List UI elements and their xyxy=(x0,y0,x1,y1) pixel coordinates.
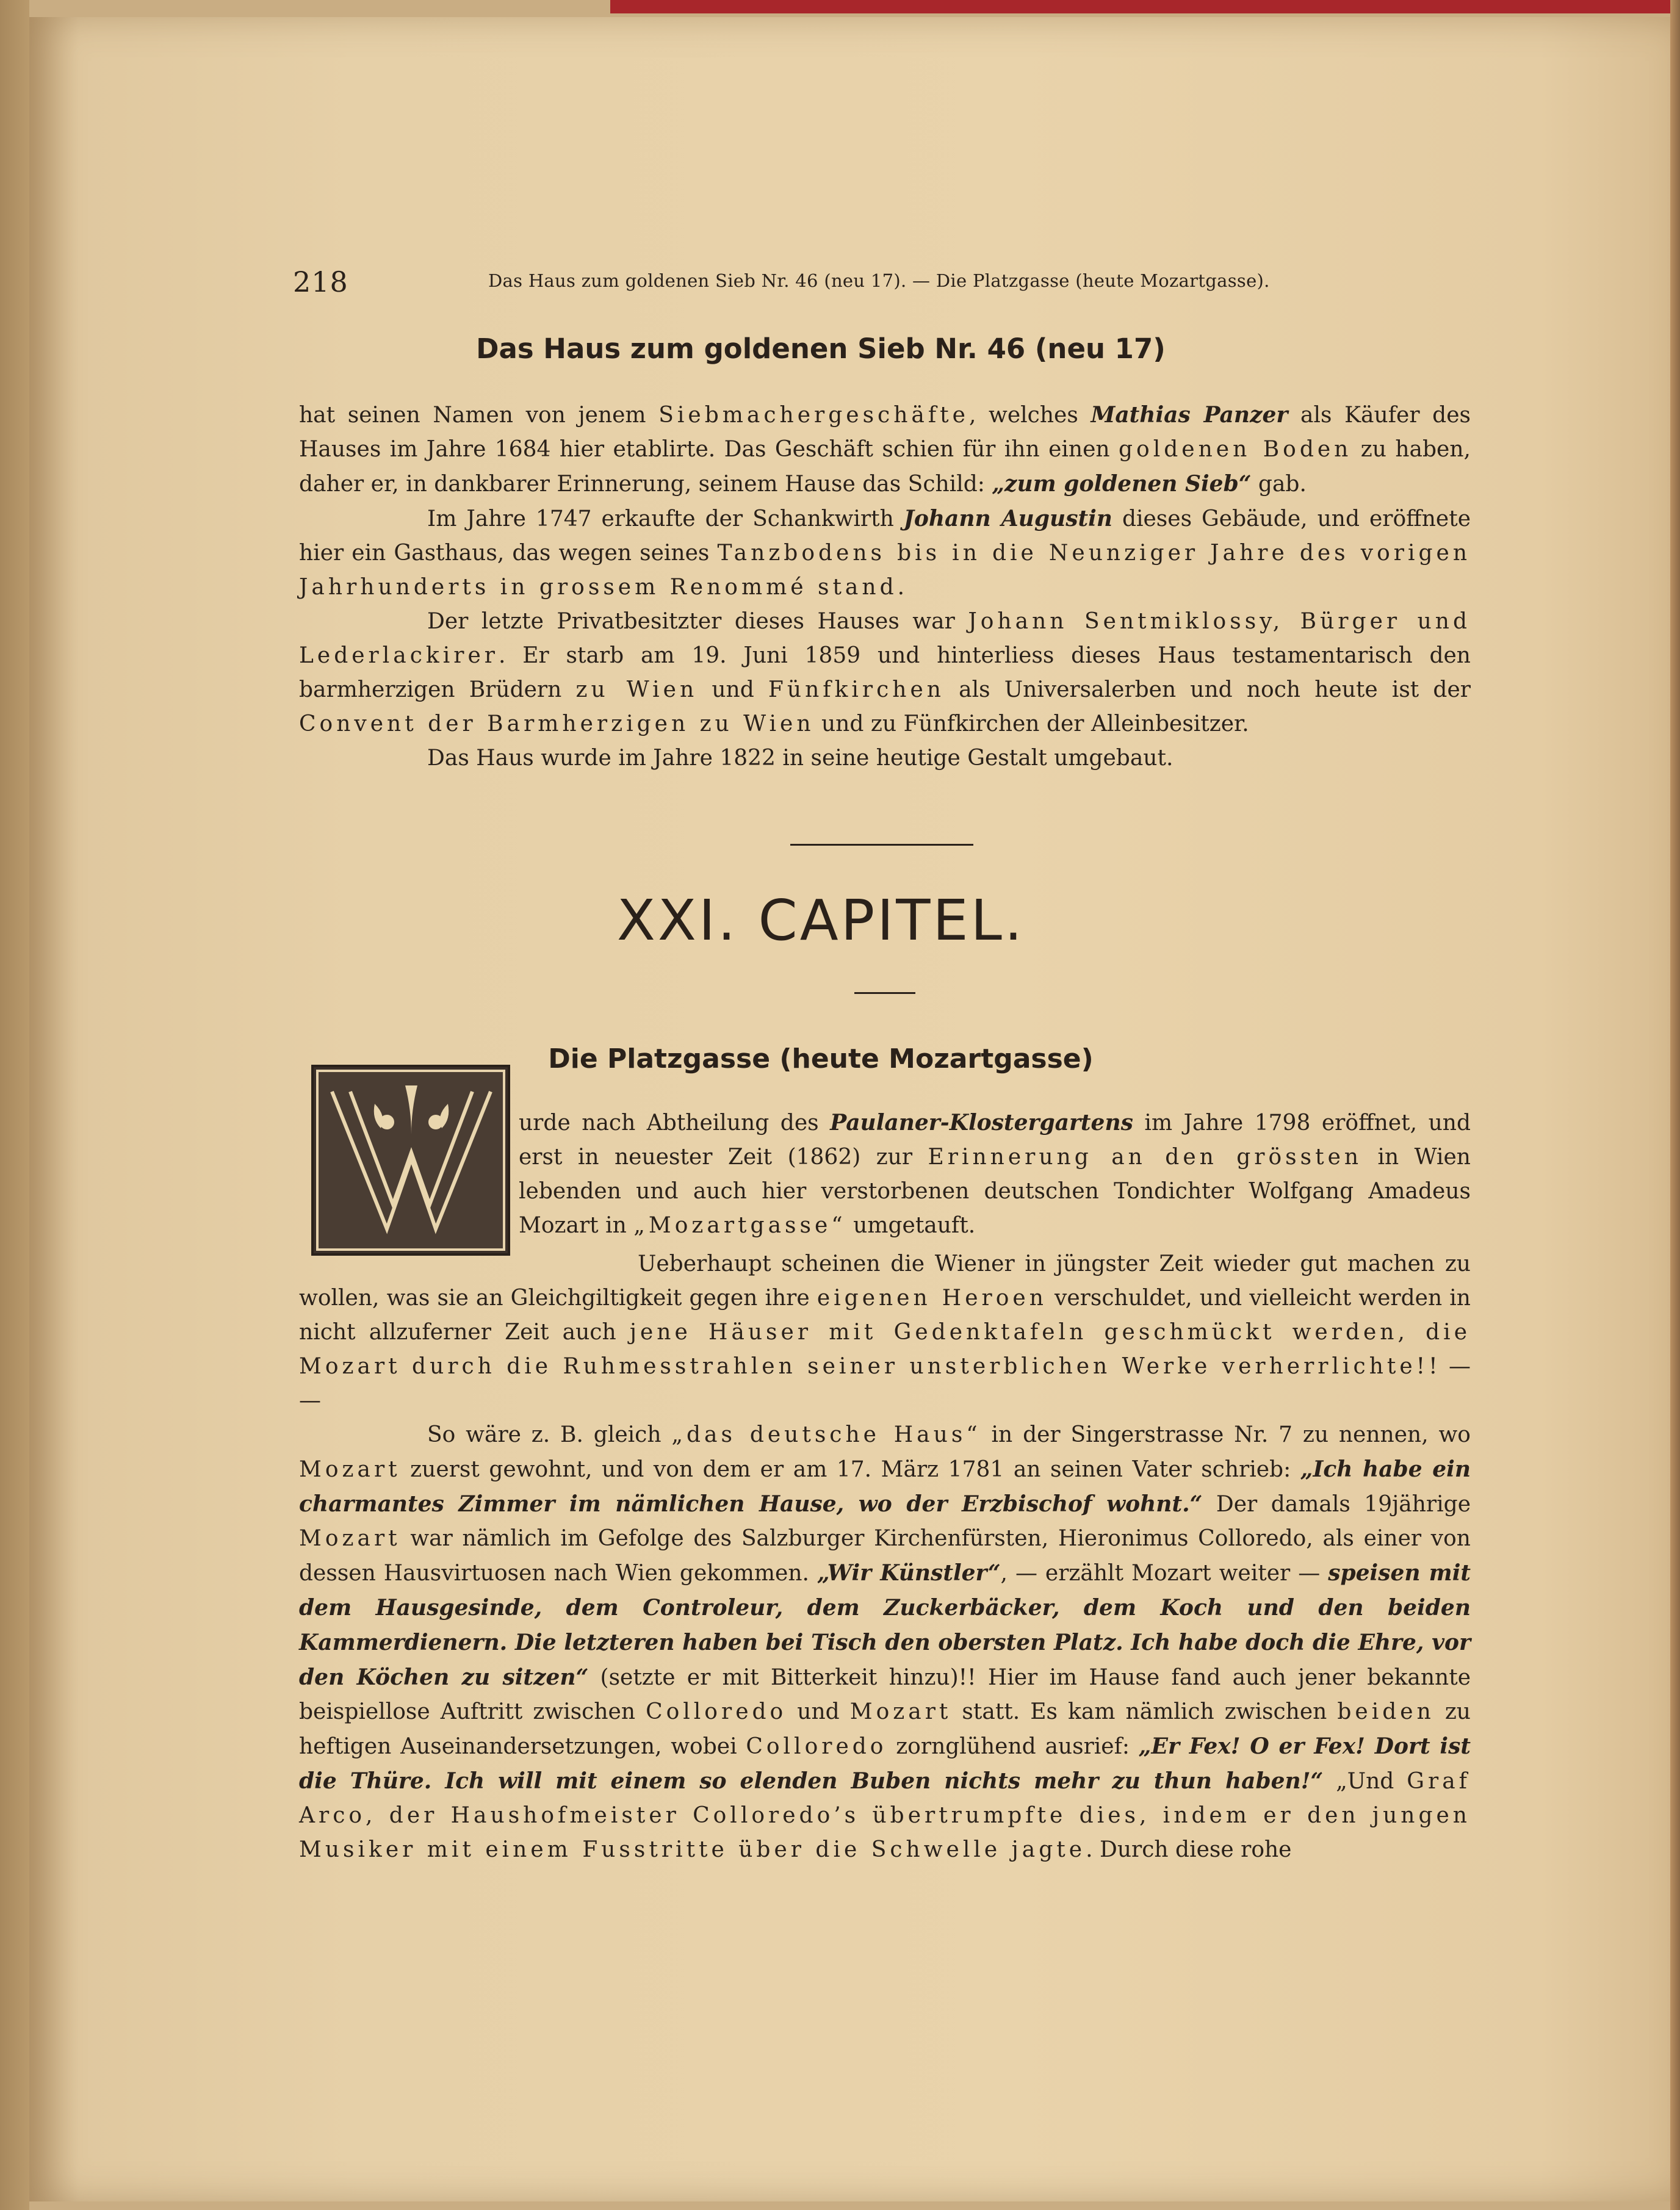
paragraph: Im Jahre 1747 erkaufte der Schankwirth Johann Augustin dieses Gebäude, und eröffnete hier ein Gasthaus, das wegen seines Tanzbodens bis in die Neunziger Jahre des vorigen Jahrhunderts in grossem Renommé stand. xyxy=(299,506,1471,600)
chapter-divider xyxy=(854,992,915,994)
binding-edge xyxy=(610,0,1680,13)
running-title: Das Haus zum goldenen Sieb Nr. 46 (neu 17). — Die Platzgasse (heute Mozartgasse). xyxy=(488,270,1270,291)
decorated-initial-w xyxy=(311,1065,510,1256)
section-divider xyxy=(790,844,973,846)
ornament-letter-w-icon xyxy=(314,1067,508,1253)
running-header xyxy=(0,265,1680,302)
paragraph: Der letzte Privatbesitzter dieses Hauses war Johann Sentmiklossy, Bürger und Lederlackirer. Er starb am 19. Juni 1859 und hinterliess dieses Haus testamentarisch den barmherzigen Brüdern zu Wien und Fünfkirchen als Universalerben und noch heute ist der Convent der Barmherzigen zu Wien und zu Fünfkirchen der Alleinbesitzer. xyxy=(299,609,1471,736)
paragraph: Das Haus wurde im Jahre 1822 in seine heutige Gestalt umgebaut. xyxy=(427,746,1173,771)
paragraph: Ueberhaupt scheinen die Wiener in jüngster Zeit wieder gut machen zu wollen, was sie an Gleichgiltigkeit gegen ihre eigenen Heroen verschuldet, und vielleicht werden in nicht allzuferner Zeit auch jene Häuser mit Gedenktafeln geschmückt werden, die Mozart durch die Ruhmesstrahlen seiner unsterblichen Werke verherrlichte!! — — xyxy=(299,1251,1471,1413)
book-spine xyxy=(0,0,29,2210)
chapter-body xyxy=(299,1247,1471,1867)
paragraph: So wäre z. B. gleich „das deutsche Haus“ in der Singerstrasse Nr. 7 zu nennen, wo Mozart zuerst gewohnt, und von dem er am 17. März 1781 an seinen Vater schrieb: „Ich habe ein charmantes Zimmer im nämlichen Hause, wo der Erzbischof wohnt.“ Der damals 19jährige Mozart war nämlich im Gefolge des Salzburger Kirchenfürsten, Hieronimus Colloredo, als einer von dessen Hausvirtuosen nach Wien gekommen. „Wir Künstler“, — erzählt Mozart weiter — speisen mit dem Hausgesinde, dem Controleur, dem Zuckerbäcker, dem Koch und den beiden Kammerdienern. Die letzteren haben bei Tisch den obersten Platz. Ich habe doch die Ehre, vor den Köchen zu sitzen“ (setzte er mit Bitterkeit hinzu)!! Hier im Hause fand auch jener bekannte beispiellose Auftritt zwischen Colloredo und Mozart statt. Es kam nämlich zwischen beiden zu heftigen Auseinandersetzungen, wobei Colloredo zornglühend ausrief: „Er Fex! O er Fex! Dort ist die Thüre. Ich will mit einem so elenden Buben nichts mehr zu thun haben!“ „Und Graf Arco, der Haushofmeister Colloredo’s übertrumpfte dies, indem er den jungen Musiker mit einem Fusstritte über die Schwelle jagte. Durch diese rohe xyxy=(299,1422,1471,1862)
paragraph: hat seinen Namen von jenem Siebmachergeschäfte, welches Mathias Panzer als Käufer des Hauses im Jahre 1684 hier etablirte. Das Geschäft schien für ihn einen goldenen Boden zu haben, daher er, in dankbarer Erinnerung, seinem Hause das Schild: „zum goldenen Sieb“ gab. xyxy=(299,402,1471,497)
section-title: Das Haus zum goldenen Sieb Nr. 46 (neu 17) xyxy=(476,333,1166,365)
page-number: 218 xyxy=(293,265,348,298)
chapter-title: Die Platzgasse (heute Mozartgasse) xyxy=(548,1043,1094,1074)
page-edge xyxy=(1670,0,1680,2210)
chapter-heading: XXI. CAPITEL. xyxy=(616,888,1025,953)
section-body xyxy=(299,398,1471,776)
chapter-opening-paragraph: urde nach Abtheilung des Paulaner-Klostergartens im Jahre 1798 eröffnet, und erst in neuester Zeit (1862) zur Erinnerung an den grössten in Wien lebenden und auch hier verstorbenen deutschen Tondichter Wolfgang Amadeus Mozart in „Mozartgasse“ umgetauft. xyxy=(519,1110,1471,1238)
